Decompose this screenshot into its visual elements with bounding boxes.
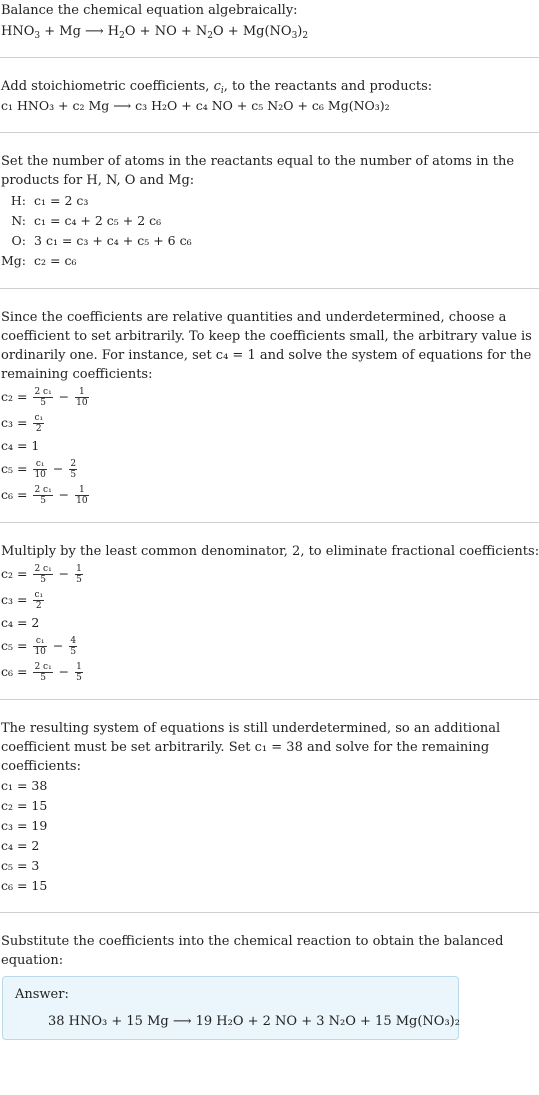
c1-value: c₁ = 38 bbox=[1, 778, 48, 793]
h-equation: H: c₁ = 2 c₃ bbox=[10, 192, 89, 208]
lcd-text: Multiply by the least common denominator, 2, to eliminate fractional coefficients: bbox=[1, 544, 539, 559]
mg-equation: Mg: c₂ = c₆ bbox=[1, 252, 77, 268]
c4-value: c₄ = 1 bbox=[1, 438, 40, 453]
c2-expression: c₂ = $\frac{\text{2 c₁}}{5}$ − $\frac{1}{10}$ bbox=[1, 387, 88, 408]
section-solve bbox=[0, 289, 539, 508]
section-answer bbox=[0, 913, 539, 1040]
c6-expression: c₆ = $\frac{\text{2 c₁}}{5}$ − $\frac{1}{10}$ bbox=[1, 485, 88, 506]
c4-value: c₄ = 2 bbox=[1, 838, 40, 853]
o-equation: O: 3 c₁ = c₃ + c₄ + c₅ + 6 c₆ bbox=[11, 232, 192, 248]
c6-expression: c₆ = $\frac{\text{2 c₁}}{5}$ − $\frac{1}{5}$ bbox=[1, 662, 82, 683]
c5-expression: c₅ = $\frac{\text{c₁}}{10}$ − $\frac{4}{5}$ bbox=[1, 636, 77, 657]
c2-value: c₂ = 15 bbox=[1, 798, 48, 813]
solve-text: Since the coefficients are relative quantities and underdetermined, choose a coefficient to set arbitrarily. To keep the coefficients small, the arbitrary value is ordinarily one. For instance, set c₄ = 1 and solve the system of equations for the remaining coefficients: bbox=[1, 310, 532, 382]
answer-intro-text: Substitute the coefficients into the chemical reaction to obtain the balanced equation: bbox=[1, 934, 504, 968]
c6-value: c₆ = 15 bbox=[1, 878, 48, 893]
section-solution bbox=[0, 700, 539, 896]
n-equation: N: c₁ = c₄ + 2 c₅ + 2 c₆ bbox=[11, 212, 162, 228]
section-coefficients bbox=[0, 58, 539, 116]
solution-text: The resulting system of equations is still underdetermined, so an additional coefficient must be set arbitrarily. Set c₁ = 38 and solve for the remaining coefficients: bbox=[1, 721, 501, 774]
answer-label: Answer: bbox=[15, 987, 69, 1002]
c2-expression: c₂ = $\frac{\text{2 c₁}}{5}$ − $\frac{1}{5}$ bbox=[1, 564, 82, 585]
coefficients-text: Add stoichiometric coefficients, $c_i$, to the reactants and products: bbox=[1, 79, 433, 96]
section-lcd bbox=[0, 523, 539, 685]
c3-expression: c₃ = $\frac{\text{c₁}}{2}$ bbox=[1, 590, 44, 611]
c4-value: c₄ = 2 bbox=[1, 615, 40, 630]
coefficient-equation: c₁ HNO₃ + c₂ Mg ⟶ c₃ H₂O + c₄ NO + c₅ N₂O + c₆ Mg(NO₃)₂ bbox=[1, 98, 390, 113]
intro-text: Balance the chemical equation algebraically: bbox=[1, 3, 298, 18]
atom-equation-system bbox=[1, 190, 192, 270]
c3-value: c₃ = 19 bbox=[1, 818, 48, 833]
atom-balance-text: Set the number of atoms in the reactants equal to the number of atoms in the products for H, N, O and Mg: bbox=[1, 154, 515, 188]
c5-expression: c₅ = $\frac{\text{c₁}}{10}$ − $\frac{2}{5}$ bbox=[1, 459, 77, 480]
c3-expression: c₃ = $\frac{\text{c₁}}{2}$ bbox=[1, 413, 44, 434]
unbalanced-equation: $HNO_3 + Mg$ ⟶ $H_2O$ + NO + $N_2O + Mg(NO_3)_2$ bbox=[1, 24, 309, 41]
balanced-equation: 38 HNO₃ + 15 Mg ⟶ 19 H₂O + 2 NO + 3 N₂O + 15 Mg(NO₃)₂ bbox=[48, 1014, 460, 1029]
c5-value: c₅ = 3 bbox=[1, 858, 40, 873]
section-intro bbox=[0, 0, 539, 41]
answer-box bbox=[2, 976, 459, 1040]
section-atom-balance bbox=[0, 133, 539, 270]
